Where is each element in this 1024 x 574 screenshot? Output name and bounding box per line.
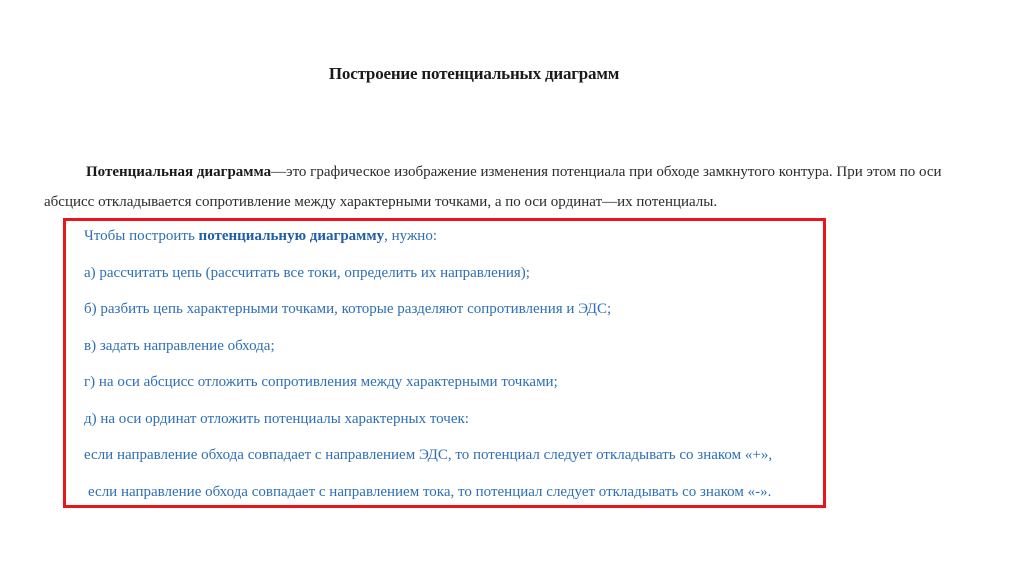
- intro-definition: —это графическое изображение изменения потенциала при обходе замкнутого контура. При этом по оси абсцисс откладывается сопротивление между характерными точками, а по оси ординат—их потенциалы.: [44, 164, 942, 210]
- page-title: Построение потенциальных диаграмм: [328, 64, 620, 83]
- steps-lead-before: Чтобы построить: [84, 228, 199, 244]
- steps-lead-after: , нужно:: [384, 228, 437, 244]
- step-item-b: б) разбить цепь характерными точками, которые разделяют сопротивления и ЭДС;: [84, 301, 612, 317]
- steps-lead: [84, 225, 824, 262]
- step-item-c: в) задать направление обхода;: [84, 337, 275, 354]
- steps-lead-bold: потенциальную диаграмму: [198, 228, 385, 244]
- intro-term: Потенциальная диаграмма: [86, 164, 272, 180]
- intro-paragraph: [44, 157, 984, 217]
- step-item-a: а) рассчитать цепь (рассчитать все токи, определить их направления);: [84, 264, 530, 281]
- step-item-d: г) на оси абсцисс отложить сопротивления между характерными точками;: [84, 374, 558, 390]
- steps-list: [84, 225, 824, 517]
- step-rule-emf: если направление обхода совпадает с направлением ЭДС, то потенциал следует откладывать со знаком «+»,: [84, 447, 773, 463]
- step-rule-current: если направление обхода совпадает с направлением тока, то потенциал следует откладывать со знаком «-».: [88, 483, 772, 500]
- step-item-e: д) на оси ординат отложить потенциалы характерных точек:: [84, 410, 469, 427]
